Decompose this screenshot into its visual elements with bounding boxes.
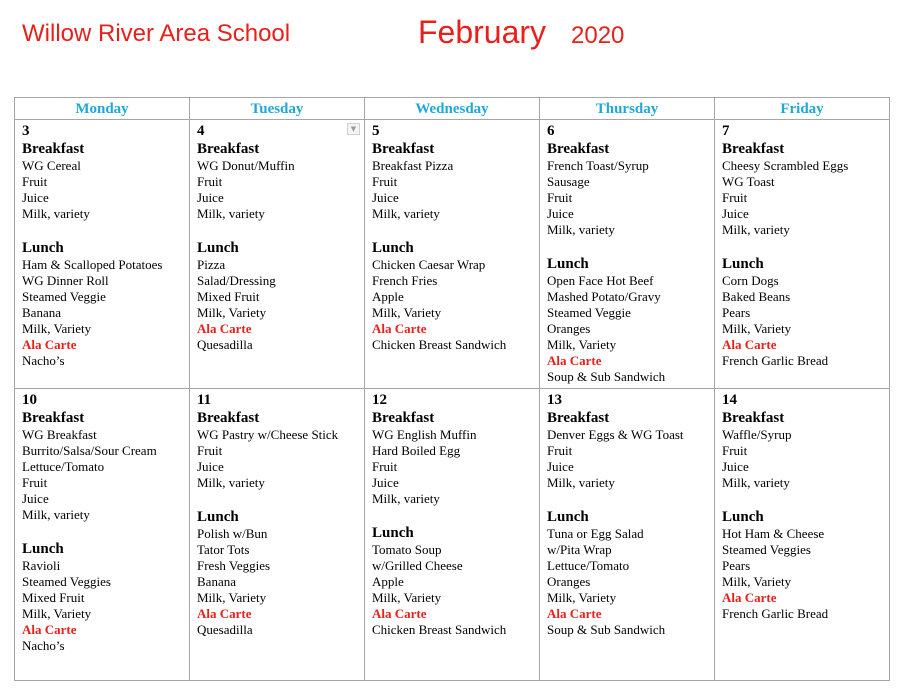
day-cell[interactable]	[365, 389, 540, 681]
menu-item: WG Dinner Roll	[22, 273, 109, 288]
menu-item: Milk, Variety	[372, 590, 442, 605]
day-cell[interactable]	[715, 389, 890, 681]
day-number: 4	[197, 123, 205, 139]
menu-item: Pears	[722, 558, 751, 573]
menu-item: Nacho’s	[22, 638, 65, 653]
menu-item: WG Toast	[722, 174, 775, 189]
menu-item: Banana	[197, 574, 236, 589]
week-row	[15, 389, 890, 681]
lunch-items	[197, 257, 364, 353]
menu-item: Hard Boiled Egg	[372, 443, 461, 458]
menu-item: Cheesy Scrambled Eggs	[722, 158, 849, 173]
menu-item: Milk, variety	[22, 507, 90, 522]
lunch-items	[547, 273, 714, 385]
menu-item: Breakfast Pizza	[372, 158, 454, 173]
menu-item: Milk, variety	[547, 475, 615, 490]
day-cell[interactable]	[190, 120, 365, 389]
lunch-heading: Lunch	[197, 509, 239, 525]
menu-item: Ham & Scalloped Potatoes	[22, 257, 163, 272]
menu-item: Quesadilla	[197, 337, 253, 352]
menu-item: Milk, variety	[722, 222, 790, 237]
menu-item: Milk, variety	[22, 206, 90, 221]
menu-item: w/Pita Wrap	[547, 542, 612, 557]
weekday-header-row	[15, 98, 890, 120]
lunch-items	[22, 257, 189, 369]
menu-item: w/Grilled Cheese	[372, 558, 463, 573]
section-gap	[197, 491, 364, 508]
breakfast-heading: Breakfast	[197, 410, 260, 426]
menu-item: Apple	[372, 574, 404, 589]
breakfast-items	[197, 427, 364, 491]
menu-item: Polish w/Bun	[197, 526, 268, 541]
lunch-heading: Lunch	[722, 256, 764, 272]
day-number: 11	[197, 392, 212, 408]
menu-item: Ala Carte	[22, 622, 77, 637]
day-number: 6	[547, 123, 555, 139]
weekday-friday: Friday	[715, 98, 890, 120]
menu-item: Milk, Variety	[22, 321, 92, 336]
menu-item: Milk, variety	[722, 475, 790, 490]
menu-item: Juice	[22, 190, 49, 205]
menu-item: Milk, variety	[372, 491, 440, 506]
menu-item: Mashed Potato/Gravy	[547, 289, 661, 304]
breakfast-items	[722, 158, 889, 238]
menu-item: WG English Muffin	[372, 427, 477, 442]
lunch-items	[372, 257, 539, 353]
menu-item: Milk, Variety	[372, 305, 442, 320]
lunch-items	[197, 526, 364, 638]
lunch-heading: Lunch	[547, 256, 589, 272]
menu-item: Ala Carte	[547, 606, 602, 621]
breakfast-items	[722, 427, 889, 491]
lunch-items	[722, 273, 889, 369]
school-name: Willow River Area School	[22, 20, 291, 47]
lunch-heading: Lunch	[22, 541, 64, 557]
day-cell[interactable]	[365, 120, 540, 389]
menu-item: Soup & Sub Sandwich	[547, 622, 666, 637]
day-number: 3	[22, 123, 30, 139]
menu-item: Oranges	[547, 574, 591, 589]
section-gap	[722, 491, 889, 508]
menu-item: French Garlic Bread	[722, 606, 829, 621]
breakfast-items	[197, 158, 364, 222]
weekday-wednesday: Wednesday	[365, 98, 540, 120]
menu-item: Lettuce/Tomato	[547, 558, 630, 573]
menu-item: Fruit	[22, 475, 48, 490]
month-title: February	[418, 14, 547, 50]
breakfast-heading: Breakfast	[722, 410, 785, 426]
lunch-heading: Lunch	[372, 525, 414, 541]
day-cell[interactable]	[15, 120, 190, 389]
weekday-tuesday: Tuesday	[190, 98, 365, 120]
lunch-items	[22, 558, 189, 654]
menu-item: WG Donut/Muffin	[197, 158, 295, 173]
menu-item: Milk, Variety	[547, 590, 617, 605]
day-cell[interactable]	[540, 120, 715, 389]
menu-item: WG Breakfast	[22, 427, 97, 442]
menu-item: French Toast/Syrup	[547, 158, 649, 173]
menu-item: Nacho’s	[22, 353, 65, 368]
menu-item: Ala Carte	[197, 321, 252, 336]
lunch-heading: Lunch	[22, 240, 64, 256]
breakfast-heading: Breakfast	[547, 141, 610, 157]
menu-item: Fruit	[722, 190, 748, 205]
menu-calendar	[14, 97, 890, 681]
menu-item: Milk, Variety	[22, 606, 92, 621]
menu-item: Chicken Breast Sandwich	[372, 337, 507, 352]
menu-item: Apple	[372, 289, 404, 304]
breakfast-items	[372, 158, 539, 222]
menu-item: Juice	[547, 206, 574, 221]
menu-item: Tator Tots	[197, 542, 250, 557]
day-number: 7	[722, 123, 730, 139]
menu-item: Milk, variety	[372, 206, 440, 221]
breakfast-items	[22, 158, 189, 222]
menu-item: French Garlic Bread	[722, 353, 829, 368]
menu-item: Ala Carte	[22, 337, 77, 352]
section-gap	[372, 222, 539, 239]
section-gap	[372, 507, 539, 524]
menu-item: Pears	[722, 305, 751, 320]
section-gap	[197, 222, 364, 239]
menu-item: Ala Carte	[722, 337, 777, 352]
menu-item: Soup & Sub Sandwich	[547, 369, 666, 384]
menu-item: Baked Beans	[722, 289, 791, 304]
menu-item: Milk, variety	[547, 222, 615, 237]
menu-item: Juice	[722, 459, 749, 474]
menu-item: Steamed Veggies	[722, 542, 811, 557]
weekday-monday: Monday	[15, 98, 190, 120]
menu-item: Tomato Soup	[372, 542, 442, 557]
menu-item: Ala Carte	[547, 353, 602, 368]
breakfast-heading: Breakfast	[372, 410, 435, 426]
menu-item: Fruit	[722, 443, 748, 458]
menu-item: Fruit	[22, 174, 48, 189]
menu-item: Ala Carte	[372, 606, 427, 621]
year-title: 2020	[571, 22, 625, 49]
menu-item: Steamed Veggie	[22, 289, 106, 304]
menu-item: Steamed Veggies	[22, 574, 111, 589]
menu-item: Juice	[547, 459, 574, 474]
menu-item: Mixed Fruit	[22, 590, 85, 605]
menu-item: Fresh Veggies	[197, 558, 271, 573]
chevron-down-icon[interactable]: ▼	[347, 123, 360, 135]
menu-item: Juice	[372, 475, 399, 490]
day-cell[interactable]	[15, 389, 190, 681]
menu-item: Juice	[197, 459, 224, 474]
menu-item: Pizza	[197, 257, 226, 272]
lunch-heading: Lunch	[197, 240, 239, 256]
menu-item: Salad/Dressing	[197, 273, 276, 288]
lunch-heading: Lunch	[372, 240, 414, 256]
breakfast-heading: Breakfast	[197, 141, 260, 157]
menu-item: Ala Carte	[372, 321, 427, 336]
menu-item: WG Cereal	[22, 158, 81, 173]
section-gap	[547, 238, 714, 255]
menu-item: Quesadilla	[197, 622, 253, 637]
breakfast-heading: Breakfast	[22, 410, 85, 426]
breakfast-heading: Breakfast	[722, 141, 785, 157]
menu-item: Fruit	[547, 190, 573, 205]
menu-item: Banana	[22, 305, 61, 320]
menu-item: Milk, Variety	[197, 305, 267, 320]
lunch-items	[372, 542, 539, 638]
menu-item: Chicken Breast Sandwich	[372, 622, 507, 637]
breakfast-heading: Breakfast	[372, 141, 435, 157]
section-gap	[22, 523, 189, 540]
day-number: 13	[547, 392, 562, 408]
breakfast-items	[22, 427, 189, 523]
menu-item: Milk, Variety	[547, 337, 617, 352]
menu-item: Fruit	[547, 443, 573, 458]
menu-item: Juice	[372, 190, 399, 205]
lunch-items	[547, 526, 714, 638]
lunch-items	[722, 526, 889, 622]
menu-item: Ala Carte	[197, 606, 252, 621]
menu-item: Steamed Veggie	[547, 305, 631, 320]
section-gap	[722, 238, 889, 255]
breakfast-items	[547, 158, 714, 238]
breakfast-heading: Breakfast	[547, 410, 610, 426]
menu-item: Burrito/Salsa/Sour Cream	[22, 443, 157, 458]
weekday-thursday: Thursday	[540, 98, 715, 120]
menu-item: Open Face Hot Beef	[547, 273, 654, 288]
menu-item: Sausage	[547, 174, 590, 189]
menu-item: Ravioli	[22, 558, 61, 573]
menu-item: Tuna or Egg Salad	[547, 526, 644, 541]
menu-item: Juice	[722, 206, 749, 221]
menu-item: Corn Dogs	[722, 273, 779, 288]
lunch-heading: Lunch	[547, 509, 589, 525]
day-cell[interactable]	[190, 389, 365, 681]
day-cell[interactable]	[715, 120, 890, 389]
breakfast-heading: Breakfast	[22, 141, 85, 157]
menu-item: Ala Carte	[722, 590, 777, 605]
menu-item: Denver Eggs & WG Toast	[547, 427, 684, 442]
menu-item: Fruit	[197, 443, 223, 458]
menu-item: Oranges	[547, 321, 591, 336]
menu-item: French Fries	[372, 273, 438, 288]
menu-item: Lettuce/Tomato	[22, 459, 105, 474]
lunch-heading: Lunch	[722, 509, 764, 525]
menu-item: Milk, variety	[197, 475, 265, 490]
menu-item: Juice	[22, 491, 49, 506]
section-gap	[547, 491, 714, 508]
day-cell[interactable]	[540, 389, 715, 681]
menu-item: Hot Ham & Cheese	[722, 526, 825, 541]
menu-item: Fruit	[197, 174, 223, 189]
menu-item: Milk, variety	[197, 206, 265, 221]
menu-item: Chicken Caesar Wrap	[372, 257, 486, 272]
menu-item: Fruit	[372, 459, 398, 474]
breakfast-items	[372, 427, 539, 507]
breakfast-items	[547, 427, 714, 491]
week-row	[15, 120, 890, 389]
day-number: 10	[22, 392, 37, 408]
menu-item: Mixed Fruit	[197, 289, 260, 304]
menu-item: Milk, Variety	[197, 590, 267, 605]
day-number: 14	[722, 392, 737, 408]
day-number: 12	[372, 392, 387, 408]
menu-item: Fruit	[372, 174, 398, 189]
menu-item: Waffle/Syrup	[722, 427, 792, 442]
menu-item: Juice	[197, 190, 224, 205]
menu-item: Milk, Variety	[722, 321, 792, 336]
menu-item: Milk, Variety	[722, 574, 792, 589]
section-gap	[22, 222, 189, 239]
day-number: 5	[372, 123, 380, 139]
menu-item: WG Pastry w/Cheese Stick	[197, 427, 339, 442]
